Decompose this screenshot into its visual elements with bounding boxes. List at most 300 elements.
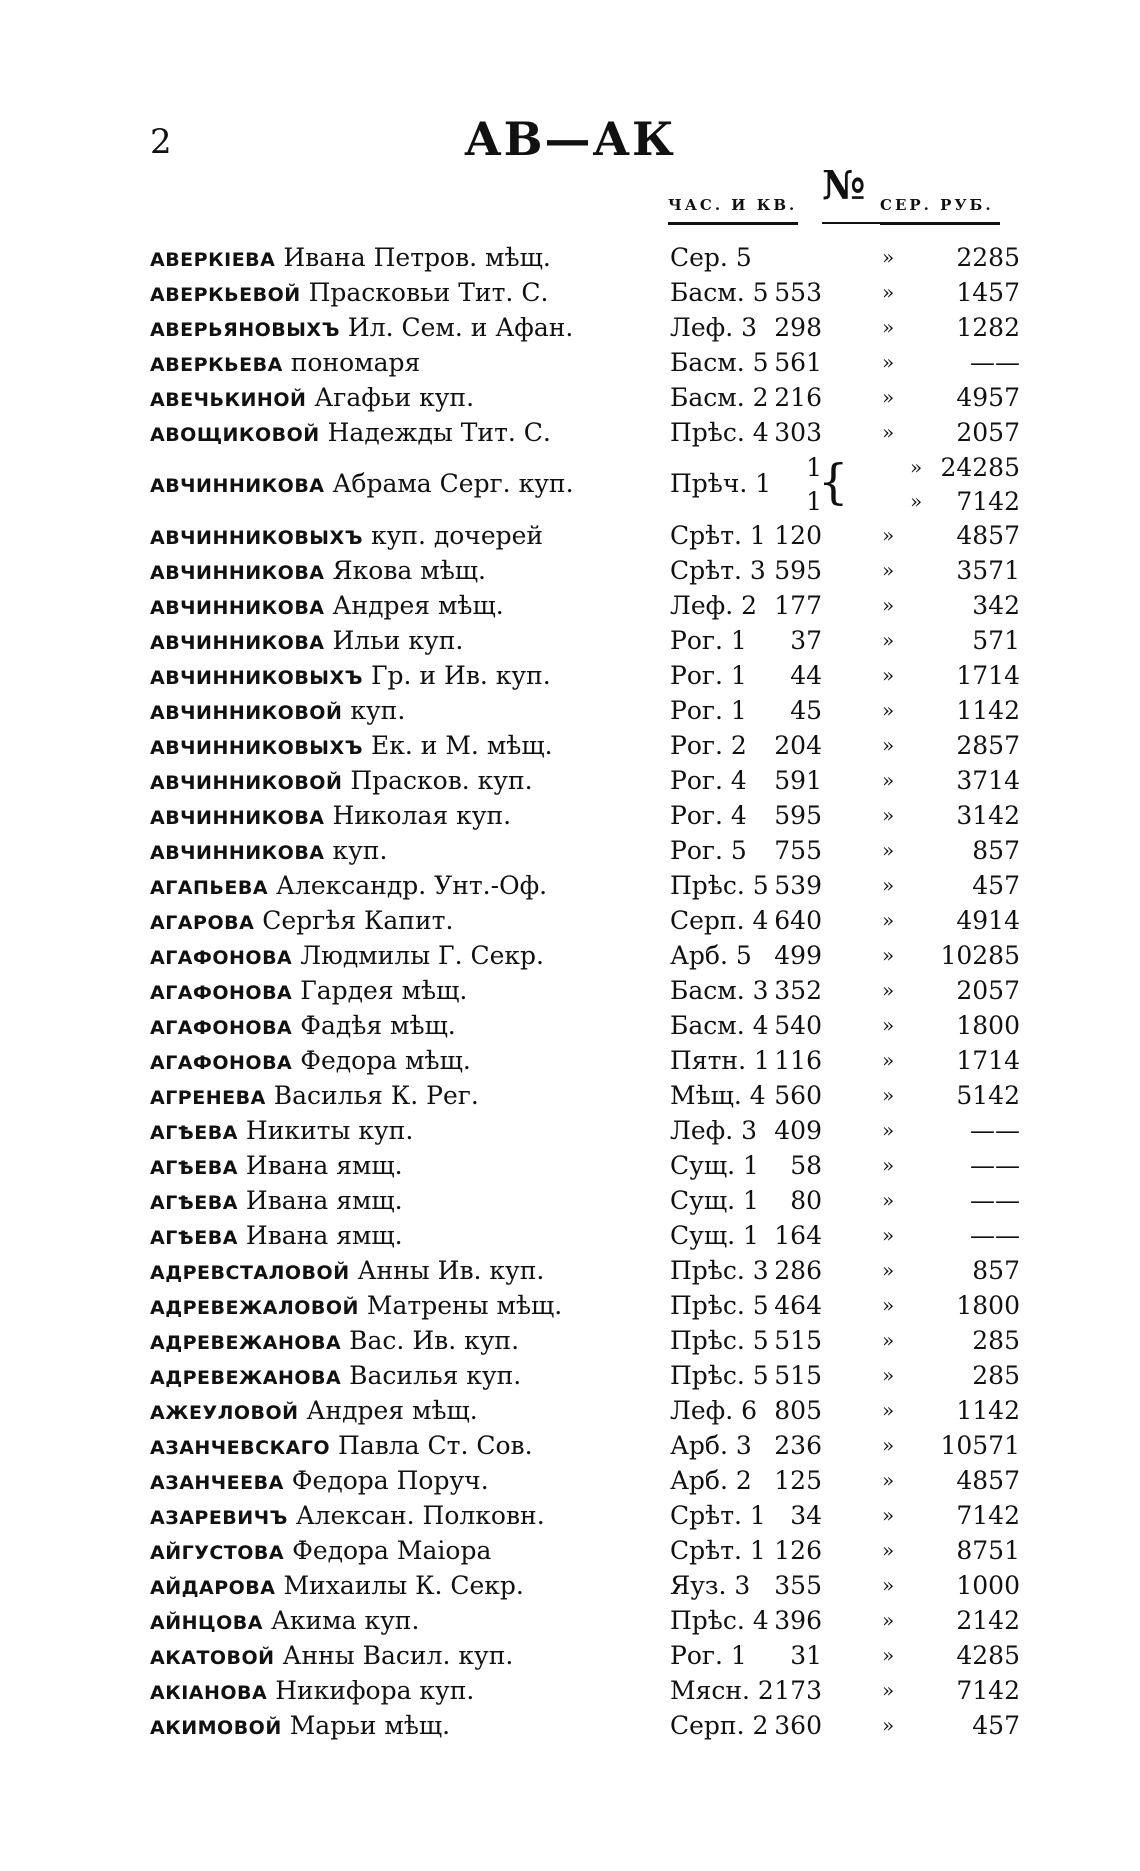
- district-quarter: Серп. 2: [670, 1711, 769, 1740]
- house-number: 80: [790, 1186, 822, 1215]
- amount-silver-rubles: 3571: [956, 556, 1020, 585]
- amount-silver-rubles: 2857: [956, 731, 1020, 760]
- owner-details: Ивана ямщ.: [245, 1186, 403, 1215]
- table-row: [150, 1078, 1030, 1113]
- ditto-mark: »: [882, 1433, 895, 1457]
- district-quarter: Прѣс. 3: [670, 1256, 769, 1285]
- house-number: 640: [774, 906, 822, 935]
- owner-details: Никиты куп.: [245, 1116, 414, 1145]
- amount-silver-rubles: 1000: [956, 1571, 1020, 1600]
- table-row: [150, 868, 1030, 903]
- owner-name: [150, 1393, 478, 1431]
- table-row: [150, 1323, 1030, 1358]
- owner-details: Андрея мѣщ.: [332, 591, 504, 620]
- amount-silver-rubles: 1714: [956, 661, 1020, 690]
- house-number: 126: [774, 1536, 822, 1565]
- table-row: [150, 1568, 1030, 1603]
- owner-surname: АВЕЧЬКИНОЙ: [150, 389, 307, 411]
- amount-silver-rubles: 857: [972, 1256, 1020, 1285]
- column-header-part: ЧАС. И КВ.: [668, 196, 798, 214]
- district-quarter: Арб. 2: [670, 1466, 752, 1495]
- table-row: [150, 1673, 1030, 1708]
- table-row: [150, 1218, 1030, 1253]
- district-quarter: Рог. 2: [670, 731, 747, 760]
- district-quarter: Мясн. 2: [670, 1676, 774, 1705]
- owner-name: [150, 1638, 513, 1676]
- house-number: 164: [774, 1221, 822, 1250]
- owner-details: Якова мѣщ.: [332, 556, 486, 585]
- ditto-mark: »: [882, 1468, 895, 1492]
- table-row: [150, 693, 1030, 728]
- table-row: [150, 380, 1030, 415]
- owner-name: [150, 1358, 521, 1396]
- owner-name: [150, 588, 504, 626]
- owner-surname: АЗАНЧЕЕВА: [150, 1472, 284, 1494]
- district-quarter: Срѣт. 1: [670, 521, 766, 550]
- ditto-mark: »: [882, 1153, 895, 1177]
- owner-details: Ивана Петров. мѣщ.: [283, 243, 551, 272]
- owner-name: [150, 1463, 489, 1501]
- amount-silver-rubles: ——: [970, 348, 1020, 377]
- owner-surname: АЗАНЧЕВСКАГО: [150, 1437, 331, 1459]
- owner-details: Фадѣя мѣщ.: [300, 1011, 456, 1040]
- owner-surname: АВЧИННИКОВА: [150, 842, 325, 864]
- ditto-mark: »: [882, 1188, 895, 1212]
- owner-name: [150, 1288, 562, 1326]
- district-quarter: Срѣт. 1: [670, 1536, 766, 1565]
- ditto-mark: »: [910, 455, 923, 479]
- ditto-mark: »: [882, 803, 895, 827]
- owner-name: [150, 310, 573, 348]
- amount-silver-rubles: 2285: [956, 243, 1020, 272]
- table-row: [150, 1463, 1030, 1498]
- owner-details: Сергѣя Капит.: [262, 906, 454, 935]
- ditto-mark: »: [882, 1573, 895, 1597]
- district-quarter: Рог. 1: [670, 1641, 747, 1670]
- owner-surname: АГѢЕВА: [150, 1157, 238, 1179]
- amount-silver-rubles: 4857: [956, 521, 1020, 550]
- amount-silver-rubles: 1714: [956, 1046, 1020, 1075]
- house-number: 34: [790, 1501, 822, 1530]
- amount-silver-rubles: ——: [970, 1186, 1020, 1215]
- district-quarter: Прѣч. 1: [670, 469, 772, 498]
- owner-surname: АВЧИННИКОВОЙ: [150, 772, 343, 794]
- district-quarter: Леф. 3: [670, 1116, 758, 1145]
- amount-silver-rubles: 1142: [956, 696, 1020, 725]
- owner-surname: АКИМОВОЙ: [150, 1717, 282, 1739]
- ditto-mark: »: [882, 1118, 895, 1142]
- owner-surname: АВЧИННИКОВА: [150, 597, 325, 619]
- amount-silver-rubles: 342: [972, 591, 1020, 620]
- district-quarter: Басм. 3: [670, 976, 769, 1005]
- amount-silver-rubles: 1142: [956, 1396, 1020, 1425]
- house-number: 591: [774, 766, 822, 795]
- district-quarter: Прѣс. 4: [670, 1606, 769, 1635]
- owner-surname: АВЕРКІЕВА: [150, 249, 276, 271]
- owner-surname: АВЧИННИКОВЫХЪ: [150, 527, 363, 549]
- ditto-mark: »: [882, 1083, 895, 1107]
- house-number: 286: [774, 1256, 822, 1285]
- amount-silver-rubles: 8751: [956, 1536, 1020, 1565]
- ditto-mark: »: [882, 628, 895, 652]
- owner-details: Ек. и М. мѣщ.: [370, 731, 553, 760]
- owner-name: [150, 1043, 471, 1081]
- house-number: 515: [774, 1326, 822, 1355]
- owner-surname: АГРЕНЕВА: [150, 1087, 266, 1109]
- table-row: [150, 1603, 1030, 1638]
- owner-name: [150, 1428, 533, 1466]
- house-number: 409: [774, 1116, 822, 1145]
- owner-details: Надежды Тит. С.: [327, 418, 551, 447]
- house-number: 553: [774, 278, 822, 307]
- table-row: [150, 1393, 1030, 1428]
- house-number: 31: [790, 1641, 822, 1670]
- district-quarter: Прѣс. 5: [670, 871, 769, 900]
- district-quarter: Сущ. 1: [670, 1151, 759, 1180]
- table-row: [150, 345, 1030, 380]
- amount-silver-rubles: 1800: [956, 1011, 1020, 1040]
- district-quarter: Серп. 4: [670, 906, 769, 935]
- district-quarter: Мѣщ. 4: [670, 1081, 766, 1110]
- owner-details: Федора Поруч.: [291, 1466, 489, 1495]
- table-row: [150, 1043, 1030, 1078]
- amount-silver-rubles: 857: [972, 836, 1020, 865]
- table-row: [150, 275, 1030, 310]
- ditto-mark: »: [882, 280, 895, 304]
- house-number: 595: [774, 801, 822, 830]
- table-row: [150, 973, 1030, 1008]
- owner-details: Ивана ямщ.: [245, 1151, 403, 1180]
- column-header-number: №: [822, 162, 869, 209]
- house-number: 360: [774, 1711, 822, 1740]
- owner-details: Александр. Унт.-Оф.: [276, 871, 548, 900]
- owner-details: пономаря: [290, 348, 421, 377]
- house-number: 177: [774, 591, 822, 620]
- table-row: [150, 310, 1030, 345]
- house-number: 355: [774, 1571, 822, 1600]
- house-number: 173: [774, 1676, 822, 1705]
- owner-surname: АЙДАРОВА: [150, 1577, 276, 1599]
- owner-name: [150, 380, 474, 418]
- owner-details: куп.: [332, 836, 388, 865]
- owner-surname: АДРЕВЕЖАНОВА: [150, 1332, 342, 1354]
- owner-surname: АДРЕВЕЖАНОВА: [150, 1367, 342, 1389]
- owner-surname: АВОЩИКОВОЙ: [150, 424, 320, 446]
- amount-silver-rubles: 4857: [956, 1466, 1020, 1495]
- owner-name: [150, 1113, 413, 1151]
- house-number: 303: [774, 418, 822, 447]
- house-number: 298: [774, 313, 822, 342]
- owner-details: Людмилы Г. Секр.: [300, 941, 545, 970]
- owner-details: Василья К. Рег.: [273, 1081, 479, 1110]
- owner-surname: АГАПЬЕВА: [150, 877, 269, 899]
- district-quarter: Рог. 1: [670, 626, 747, 655]
- district-quarter: Басм. 2: [670, 383, 769, 412]
- owner-name: [150, 1533, 491, 1571]
- district-quarter: Срѣт. 1: [670, 1501, 766, 1530]
- owner-details: Марьи мѣщ.: [289, 1711, 451, 1740]
- owner-details: Гардея мѣщ.: [300, 976, 468, 1005]
- ditto-mark: »: [882, 1678, 895, 1702]
- owner-name: [150, 763, 533, 801]
- amount-silver-rubles: ——: [970, 1221, 1020, 1250]
- owner-name: [150, 415, 551, 453]
- owner-name: [150, 1078, 479, 1116]
- ditto-mark: »: [882, 768, 895, 792]
- page-number: 2: [150, 122, 172, 162]
- table-row: [150, 1428, 1030, 1463]
- ditto-mark: »: [882, 908, 895, 932]
- table-row: [150, 1148, 1030, 1183]
- owner-surname: АДРЕВСТАЛОВОЙ: [150, 1262, 350, 1284]
- district-quarter: Рог. 1: [670, 696, 747, 725]
- owner-name: [150, 240, 551, 278]
- owner-name: [150, 275, 548, 313]
- ditto-mark: »: [882, 1713, 895, 1737]
- table-row: [150, 240, 1030, 275]
- owner-details: Анны Ив. куп.: [357, 1256, 545, 1285]
- owner-details: Матрены мѣщ.: [366, 1291, 563, 1320]
- table-row: [150, 450, 1030, 518]
- district-quarter: Рог. 4: [670, 766, 747, 795]
- district-quarter: Яуз. 3: [670, 1571, 751, 1600]
- ditto-mark: »: [882, 593, 895, 617]
- owner-name: [150, 1708, 450, 1746]
- owner-surname: АКІАНОВА: [150, 1682, 268, 1704]
- house-number: 755: [774, 836, 822, 865]
- owner-details: куп. дочерей: [370, 521, 544, 550]
- owner-surname: АВЧИННИКОВОЙ: [150, 702, 343, 724]
- ditto-mark: »: [882, 1398, 895, 1422]
- owner-name: [150, 903, 453, 941]
- ditto-mark: »: [882, 1363, 895, 1387]
- owner-surname: АКАТОВОЙ: [150, 1647, 275, 1669]
- district-quarter: Арб. 5: [670, 941, 752, 970]
- table-row: [150, 1498, 1030, 1533]
- table-row: [150, 1253, 1030, 1288]
- district-quarter: Срѣт. 3: [670, 556, 766, 585]
- table-row: [150, 658, 1030, 693]
- owner-surname: АВЧИННИКОВА: [150, 475, 325, 497]
- district-quarter: Сер. 5: [670, 243, 752, 272]
- house-number: 44: [790, 661, 822, 690]
- amount-silver-rubles: 3142: [956, 801, 1020, 830]
- header-underline: [822, 222, 880, 224]
- owner-surname: АГѢЕВА: [150, 1227, 238, 1249]
- ditto-mark: »: [882, 1293, 895, 1317]
- owner-details: Василья куп.: [349, 1361, 522, 1390]
- table-row: [150, 1008, 1030, 1043]
- amount-silver-rubles: 1800: [956, 1291, 1020, 1320]
- owner-name: [150, 1603, 419, 1641]
- owner-name: [150, 1148, 403, 1186]
- table-row: [150, 728, 1030, 763]
- ditto-mark: »: [910, 489, 923, 513]
- house-number: 216: [774, 383, 822, 412]
- owner-name: [150, 1568, 524, 1606]
- house-number: 396: [774, 1606, 822, 1635]
- amount-silver-rubles: 10285: [940, 941, 1020, 970]
- register-list: [150, 240, 1030, 1743]
- ditto-mark: »: [882, 838, 895, 862]
- owner-name: [150, 623, 463, 661]
- ditto-mark: »: [882, 1013, 895, 1037]
- district-quarter: Прѣс. 5: [670, 1291, 769, 1320]
- table-row: [150, 588, 1030, 623]
- amount-silver-rubles: 7142: [956, 1676, 1020, 1705]
- house-number: 595: [774, 556, 822, 585]
- owner-details: Федора Маіора: [292, 1536, 492, 1565]
- house-number: 37: [790, 626, 822, 655]
- district-quarter: Прѣс. 4: [670, 418, 769, 447]
- owner-details: Андрея мѣщ.: [306, 1396, 478, 1425]
- owner-name: [150, 973, 467, 1011]
- owner-details: Прасковьи Тит. С.: [308, 278, 549, 307]
- house-number: 120: [774, 521, 822, 550]
- district-quarter: Леф. 3: [670, 313, 758, 342]
- ditto-mark: »: [882, 943, 895, 967]
- amount-silver-rubles: 7142: [956, 1501, 1020, 1530]
- ditto-mark: »: [882, 1328, 895, 1352]
- house-number: 561: [774, 348, 822, 377]
- owner-surname: АВЧИННИКОВА: [150, 562, 325, 584]
- table-row: [150, 415, 1030, 450]
- table-row: [150, 763, 1030, 798]
- amount-silver-rubles: 285: [972, 1361, 1020, 1390]
- ditto-mark: »: [882, 873, 895, 897]
- brace-icon: {: [818, 454, 849, 510]
- ditto-mark: »: [882, 315, 895, 339]
- owner-name: [150, 938, 544, 976]
- house-number: 352: [774, 976, 822, 1005]
- owner-details: Ил. Сем. и Афан.: [347, 313, 574, 342]
- district-quarter: Басм. 5: [670, 348, 769, 377]
- owner-surname: АГАРОВА: [150, 912, 255, 934]
- amount-silver-rubles: 457: [972, 1711, 1020, 1740]
- amount-silver-rubles: 2057: [956, 418, 1020, 447]
- house-number: 539: [774, 871, 822, 900]
- amount-silver-rubles: 24285: [940, 453, 1020, 482]
- owner-name: [150, 553, 486, 591]
- house-number: 805: [774, 1396, 822, 1425]
- table-row: [150, 1638, 1030, 1673]
- owner-name: [150, 728, 553, 766]
- district-quarter: Рог. 4: [670, 801, 747, 830]
- table-row: [150, 518, 1030, 553]
- district-quarter: Леф. 2: [670, 591, 758, 620]
- owner-name: [150, 798, 511, 836]
- owner-name: [150, 1498, 545, 1536]
- table-row: [150, 1708, 1030, 1743]
- owner-surname: АГАФОНОВА: [150, 1052, 293, 1074]
- owner-surname: АГАФОНОВА: [150, 982, 293, 1004]
- ditto-mark: »: [882, 523, 895, 547]
- house-number: 236: [774, 1431, 822, 1460]
- amount-silver-rubles: 4914: [956, 906, 1020, 935]
- owner-surname: АГАФОНОВА: [150, 947, 293, 969]
- district-quarter: Рог. 5: [670, 836, 747, 865]
- amount-silver-rubles: 2057: [956, 976, 1020, 1005]
- table-row: [150, 1183, 1030, 1218]
- owner-name: [150, 1008, 456, 1046]
- ditto-mark: »: [882, 385, 895, 409]
- owner-name: [150, 693, 405, 731]
- district-quarter: Пятн. 1: [670, 1046, 770, 1075]
- table-row: [150, 1533, 1030, 1568]
- ditto-mark: »: [882, 1643, 895, 1667]
- owner-name: [150, 1323, 519, 1361]
- owner-surname: АГѢЕВА: [150, 1122, 238, 1144]
- owner-details: Прасков. куп.: [350, 766, 533, 795]
- owner-name: [150, 868, 547, 906]
- header-underline: [668, 222, 798, 225]
- table-row: [150, 938, 1030, 973]
- house-number: 58: [790, 1151, 822, 1180]
- table-row: [150, 903, 1030, 938]
- amount-silver-rubles: ——: [970, 1116, 1020, 1145]
- owner-details: Ильи куп.: [332, 626, 464, 655]
- house-number: 125: [774, 1466, 822, 1495]
- house-number: 116: [774, 1046, 822, 1075]
- owner-name: [150, 1183, 403, 1221]
- amount-silver-rubles: 3714: [956, 766, 1020, 795]
- ditto-mark: »: [882, 350, 895, 374]
- owner-name: [150, 833, 387, 871]
- owner-surname: АВЕРЬЯНОВЫХЪ: [150, 319, 340, 341]
- ditto-mark: »: [882, 420, 895, 444]
- ditto-mark: »: [882, 245, 895, 269]
- ditto-mark: »: [882, 558, 895, 582]
- table-row: [150, 553, 1030, 588]
- amount-silver-rubles: ——: [970, 1151, 1020, 1180]
- district-quarter: Басм. 4: [670, 1011, 769, 1040]
- owner-name: [150, 518, 543, 556]
- owner-name: [150, 466, 574, 504]
- amount-silver-rubles: 2142: [956, 1606, 1020, 1635]
- district-quarter: Леф. 6: [670, 1396, 758, 1425]
- owner-details: Гр. и Ив. куп.: [370, 661, 551, 690]
- owner-surname: АГАФОНОВА: [150, 1017, 293, 1039]
- owner-surname: АВЧИННИКОВА: [150, 807, 325, 829]
- district-quarter: Прѣс. 5: [670, 1326, 769, 1355]
- owner-details: куп.: [350, 696, 406, 725]
- amount-silver-rubles: 5142: [956, 1081, 1020, 1110]
- ditto-mark: »: [882, 978, 895, 1002]
- owner-surname: АВЧИННИКОВЫХЪ: [150, 667, 363, 689]
- house-number: 560: [774, 1081, 822, 1110]
- amount-silver-rubles: 285: [972, 1326, 1020, 1355]
- owner-surname: АДРЕВЕЖАЛОВОЙ: [150, 1297, 359, 1319]
- house-number: 45: [790, 696, 822, 725]
- amount-silver-rubles: 4285: [956, 1641, 1020, 1670]
- district-quarter: Арб. 3: [670, 1431, 752, 1460]
- district-quarter: Басм. 5: [670, 278, 769, 307]
- table-row: [150, 623, 1030, 658]
- ditto-mark: »: [882, 1538, 895, 1562]
- owner-details: Павла Ст. Сов.: [338, 1431, 533, 1460]
- owner-name: [150, 1218, 403, 1256]
- owner-details: Федора мѣщ.: [300, 1046, 471, 1075]
- ditto-mark: »: [882, 1223, 895, 1247]
- owner-surname: АЙГУСТОВА: [150, 1542, 285, 1564]
- header-underline: [880, 222, 1000, 225]
- ditto-mark: »: [882, 663, 895, 687]
- owner-details: Агафьи куп.: [314, 383, 475, 412]
- owner-surname: АВЕРКЬЕВОЙ: [150, 284, 301, 306]
- amount-silver-rubles: 1457: [956, 278, 1020, 307]
- house-number: 464: [774, 1291, 822, 1320]
- district-quarter: Сущ. 1: [670, 1221, 759, 1250]
